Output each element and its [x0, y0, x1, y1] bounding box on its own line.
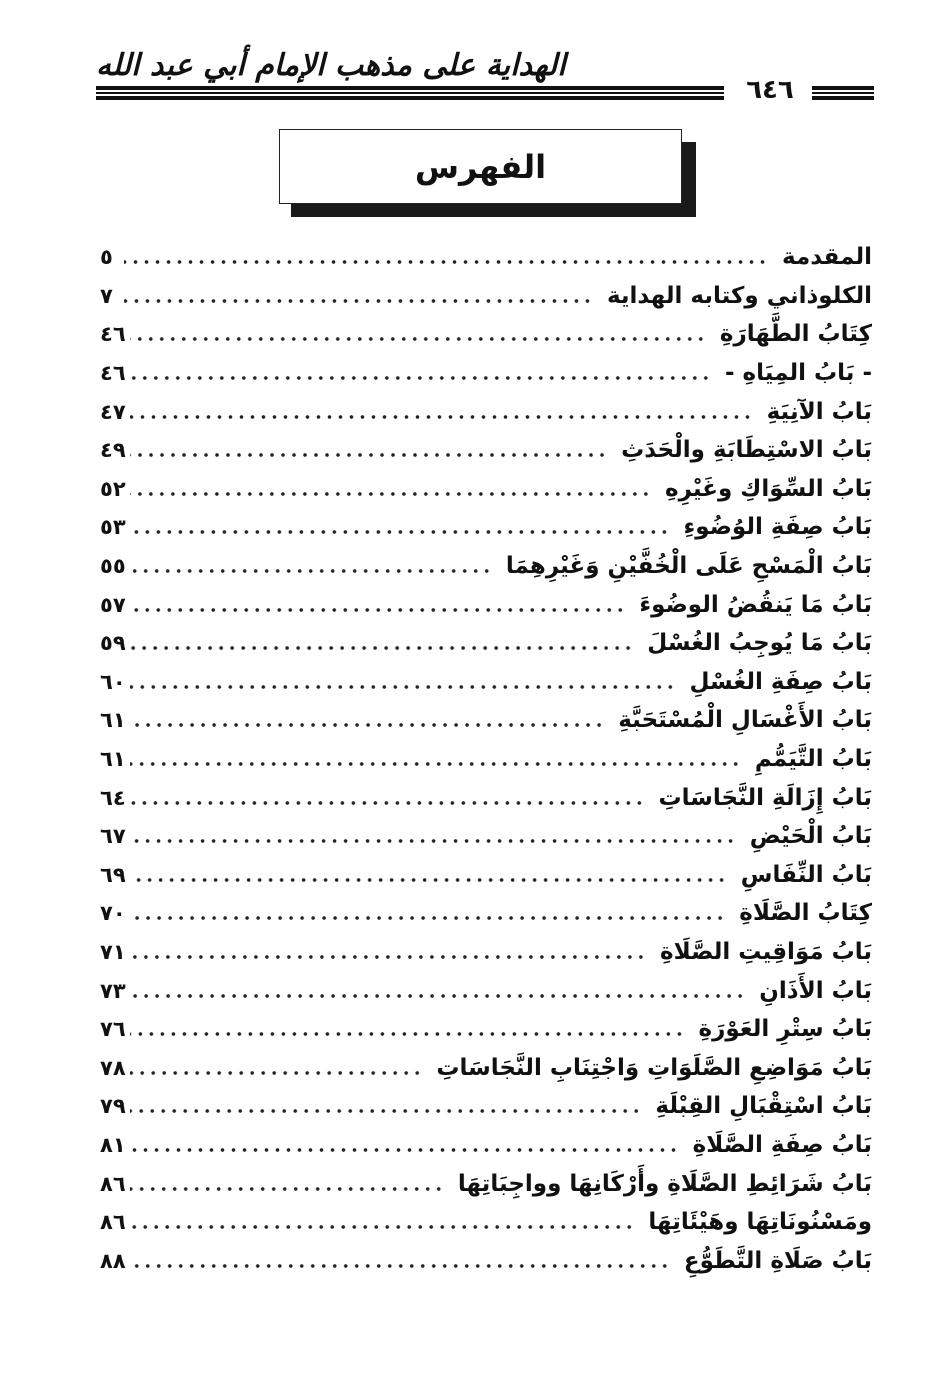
header-rule-right: [812, 86, 874, 102]
toc-entry-page: ٤٩: [100, 438, 126, 463]
rule-line: [812, 92, 874, 94]
toc-entry-title: بَابُ الْمَسْحِ عَلَى الْخُفَّيْنِ وَغَيْرِهِمَا: [505, 553, 872, 580]
toc-entry: [100, 817, 872, 856]
toc-entry-title: بَابُ شَرَائِطِ الصَّلَاةِ وأَرْكَانِهَا وواجِبَاتِهَا: [457, 1170, 872, 1197]
dot-leader: [130, 1146, 679, 1154]
toc-entry-page: ٨٦: [100, 1210, 126, 1235]
toc-entry-page: ٧١: [100, 939, 126, 964]
toc-entry-title: بَابُ النِّفَاسِ: [740, 861, 872, 888]
toc-entry-page: ٧٨: [100, 1055, 126, 1080]
dot-leader: [124, 297, 593, 305]
toc-entry-title: بَابُ اسْتِقْبَالِ القِبْلَةِ: [655, 1093, 872, 1120]
dot-leader: [130, 644, 634, 652]
toc-entry: [100, 354, 872, 393]
toc-entry: [100, 701, 872, 740]
dot-leader: [130, 992, 746, 1000]
toc-entry: [100, 778, 872, 817]
toc-entry-page: ٥٩: [100, 631, 126, 656]
dot-leader: [130, 1069, 423, 1077]
toc-entry: [100, 1203, 872, 1242]
toc-entry: [100, 392, 872, 431]
toc-entry-page: ٧٩: [100, 1094, 126, 1119]
toc-entry-page: ٥٥: [100, 554, 126, 579]
toc-entry-page: ٥٧: [100, 592, 126, 617]
rule-line: [812, 96, 874, 100]
toc-entry: [100, 1010, 872, 1049]
toc-entry-page: ٧: [100, 283, 113, 308]
toc-entry-title: بَابُ صِفَةِ الغُسْلِ: [689, 668, 872, 695]
dot-leader: [130, 490, 651, 498]
toc-entry-title: بَابُ مَا يُوجِبُ الغُسْلَ: [647, 630, 872, 657]
toc-entry-page: ٤٦: [100, 361, 126, 386]
dot-leader: [130, 1223, 635, 1231]
rule-line: [96, 92, 724, 94]
toc-entry-title: الكلوذاني وكتابه الهداية: [606, 282, 872, 309]
toc-entry-page: ٤٧: [100, 399, 126, 424]
toc-entry-title: المقدمة: [782, 244, 872, 271]
rule-line: [96, 96, 724, 100]
toc-entry-page: ٨٦: [100, 1171, 126, 1196]
dot-leader: [130, 953, 646, 961]
toc-entry-title: بَابُ الأَغْسَالِ الْمُسْتَحَبَّةِ: [618, 707, 872, 734]
dot-leader: [130, 528, 670, 536]
toc-entry-title: كِتَابُ الطَّهَارَةِ: [719, 321, 872, 348]
toc-entry: [100, 1241, 872, 1280]
toc-entry: [100, 740, 872, 779]
rule-line: [96, 86, 724, 90]
toc-entry-title: بَابُ مَوَاقِيتِ الصَّلَاةِ: [660, 938, 872, 965]
toc-entry: [100, 1126, 872, 1165]
toc-entry-page: ٥٢: [100, 476, 126, 501]
toc-entry-title: بَابُ التَّيَمُّمِ: [754, 746, 872, 773]
dot-leader: [130, 914, 726, 922]
toc-entry: [100, 508, 872, 547]
toc-entry-title: ومَسْنُونَاتِهَا وهَيْئَاتِهَا: [648, 1209, 872, 1236]
toc-entry: [100, 1164, 872, 1203]
section-title-box: [279, 129, 682, 204]
toc-entry-page: ٧٣: [100, 978, 126, 1003]
page-header: [96, 46, 876, 106]
dot-leader: [130, 606, 626, 614]
table-of-contents: [100, 238, 872, 1280]
toc-entry: [100, 547, 872, 586]
toc-entry: [100, 663, 872, 702]
dot-leader: [124, 258, 768, 266]
toc-entry-title: - بَابُ المِيَاهِ -: [724, 360, 872, 387]
toc-entry-title: بَابُ صِفَةِ الصَّلَاةِ: [692, 1131, 872, 1158]
dot-leader: [130, 837, 736, 845]
toc-entry-page: ٦٠: [100, 669, 126, 694]
toc-entry-title: كِتَابُ الصَّلَاةِ: [739, 900, 872, 927]
toc-entry: [100, 277, 872, 316]
toc-entry: [100, 856, 872, 895]
page-number: ٦٤٦: [746, 75, 794, 105]
toc-entry-page: ٧٦: [100, 1017, 126, 1042]
dot-leader: [130, 451, 608, 459]
dot-leader: [130, 760, 741, 768]
toc-entry: [100, 1048, 872, 1087]
toc-entry-page: ٦٤: [100, 785, 126, 810]
dot-leader: [130, 876, 727, 884]
toc-entry-page: ٨١: [100, 1132, 126, 1157]
toc-entry: [100, 933, 872, 972]
toc-entry-title: بَابُ مَا يَنقُضُ الوضُوءَ: [639, 591, 872, 618]
dot-leader: [130, 1262, 670, 1270]
dot-leader: [130, 1030, 685, 1038]
toc-entry-title: بَابُ سِتْرِ العَوْرَةِ: [698, 1016, 872, 1043]
toc-entry-page: ٦٧: [100, 824, 126, 849]
dot-leader: [130, 1185, 444, 1193]
dot-leader: [130, 567, 492, 575]
dot-leader: [130, 721, 605, 729]
toc-entry: [100, 238, 872, 277]
toc-entry-page: ٦٩: [100, 862, 126, 887]
toc-entry-title: بَابُ الآنِيَةِ: [766, 398, 872, 425]
toc-entry-page: ٧٠: [100, 901, 126, 926]
rule-line: [812, 86, 874, 90]
toc-entry-page: ٥: [100, 245, 113, 270]
toc-entry-page: ٦١: [100, 708, 126, 733]
toc-entry-title: بَابُ الأَذَانِ: [759, 977, 872, 1004]
section-title: الفهرس: [414, 147, 547, 186]
toc-entry-title: بَابُ مَوَاضِعِ الصَّلَوَاتِ وَاجْتِنَابِ النَّجَاسَاتِ: [436, 1054, 872, 1081]
toc-entry-title: بَابُ الاسْتِطَابَةِ والْحَدَثِ: [621, 437, 872, 464]
toc-entry-page: ٨٨: [100, 1248, 126, 1273]
toc-entry: [100, 1087, 872, 1126]
toc-entry-title: بَابُ السِّوَاكِ وغَيْرِهِ: [665, 475, 872, 502]
toc-entry-page: ٤٦: [100, 322, 126, 347]
toc-entry-page: ٥٣: [100, 515, 126, 540]
toc-entry: [100, 470, 872, 509]
toc-entry-title: بَابُ صَلَاةِ التَّطَوُّعِ: [683, 1247, 872, 1274]
toc-entry: [100, 971, 872, 1010]
dot-leader: [130, 335, 706, 343]
toc-entry-title: بَابُ إِزَالَةِ النَّجَاسَاتِ: [658, 784, 872, 811]
dot-leader: [130, 683, 676, 691]
dot-leader: [130, 1107, 642, 1115]
dot-leader: [130, 799, 645, 807]
header-rule-left: [96, 86, 724, 102]
toc-entry-title: بَابُ صِفَةِ الوُضُوءِ: [683, 514, 872, 541]
book-title: الهداية على مذهب الإمام أبي عبد الله: [96, 48, 566, 83]
dot-leader: [130, 374, 711, 382]
toc-entry: [100, 624, 872, 663]
toc-entry: [100, 431, 872, 470]
toc-entry-page: ٦١: [100, 747, 126, 772]
toc-entry: [100, 315, 872, 354]
dot-leader: [130, 413, 753, 421]
toc-entry: [100, 894, 872, 933]
toc-entry-title: بَابُ الْحَيْضِ: [749, 823, 872, 850]
toc-entry: [100, 585, 872, 624]
